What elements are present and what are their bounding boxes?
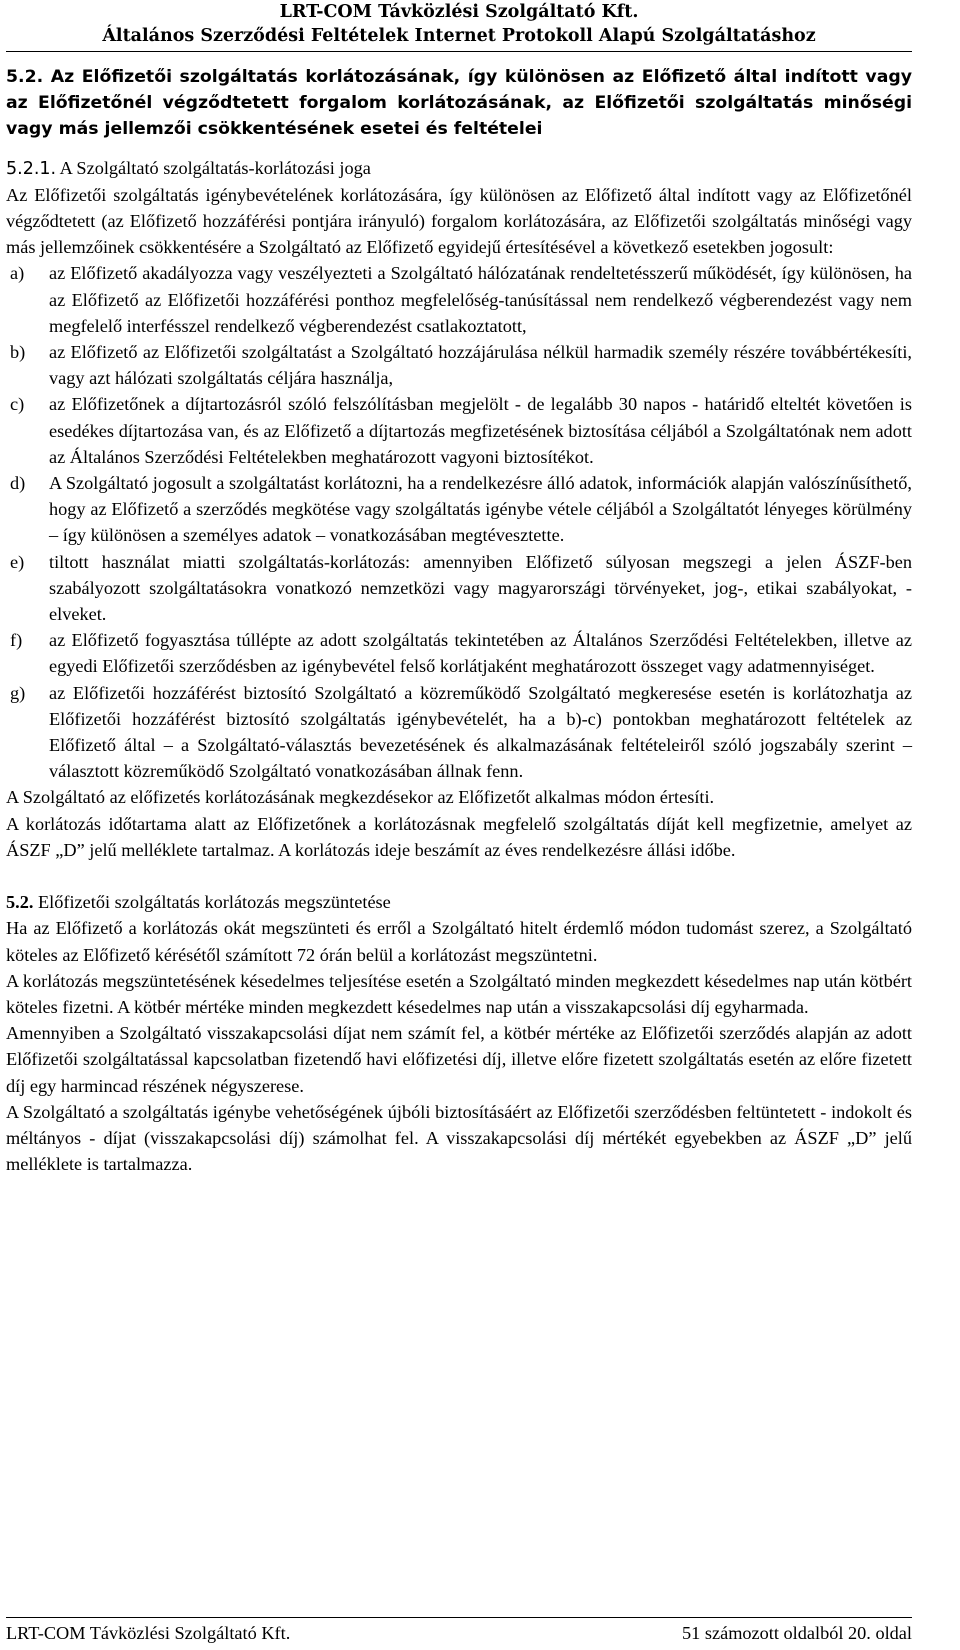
reconnection-fee-paragraph: A Szolgáltató a szolgáltatás igénybe vehetőségének újbóli biztosításáért az Előfizetői szerződésben feltüntetett - indokolt és méltányos - díjat (visszakapcsolási díj) számolhat fel. A visszakapcsolási díj mértékét egyebekben az ÁSZF „D” jelű melléklete is tartalmazza. [6,1101,912,1175]
list-item-text: az Előfizető fogyasztása túllépte az adott szolgáltatás tekintetében az Általános Szerződési Feltételekben, illetve az egyedi Előfizetői szerződésben az igénybevétel felső korlátjaként meghatározott összeget vagy adatmennyiséget. [49,630,912,677]
header-company: LRT-COM Távközlési Szolgáltató Kft. [279,2,639,22]
subsection-title [6,155,912,182]
list-item-text: az Előfizetőnek a díjtartozásról szóló felszólításban megjelölt - de legalább 30 napos - határidő elteltét követően is esedékes díjtartozása van, és az Előfizető a díjtartozás megfizetésének biztosítása céljából a Szolgáltatónak nem adott az Általános Szerződési Feltételekben meghatározott vagyoni biztosítékot. [49,394,912,467]
list-item-text: az Előfizetői hozzáférést biztosító Szolgáltató a közreműködő Szolgáltató megkeresése esetén is korlátozhatja az Előfizetői hozzáférést biztosító szolgáltatás igénybevételét, ha a b)-c) pontokban meghatározott feltételek az Előfizető által – a Szolgáltató-választás bevezetésének és alkalmazásának feltételeiről szóló jogszabály szerint – választott közreműködő Szolgáltató vonatkozásában állnak fenn. [49,682,912,782]
list-marker: e) [10,551,25,572]
list-item [6,470,912,549]
restriction-list [6,260,912,784]
list-marker: c) [10,394,25,415]
list-marker: d) [10,473,26,494]
list-marker: a) [10,263,25,284]
lifting-section-title-text: Előfizetői szolgáltatás korlátozás megszüntetése [33,892,391,913]
page-header [6,0,912,48]
list-item [6,260,912,339]
list-item [6,680,912,785]
restriction-fee-paragraph: A korlátozás időtartama alatt az Előfizetőnek a korlátozásnak megfelelő szolgáltatás díját kell megfizetnie, amelyet az ÁSZF „D” jelű melléklete tartalmaz. A korlátozás ideje beszámít az éves rendelkezésre állási időbe. [6,813,912,860]
subsection-title-text: A Szolgáltató szolgáltatás-korlátozási joga [56,157,371,178]
intro-paragraph: Az Előfizetői szolgáltatás igénybevételének korlátozására, így különösen az Előfizető által indított vagy az Előfizetőnél végződtetett (az Előfizető hozzáférési pontjára irányuló) forgalom korlátozására, az Előfizetői szolgáltatás minőségi vagy más jellemzőinek csökkentésére a Szolgáltató az Előfizető egyidejű értesítésével a következő esetekben jogosult: [6,184,912,258]
list-item-text: az Előfizető az Előfizetői szolgáltatást a Szolgáltató hozzájárulása nélkül harmadik személy részére továbbértékesíti, vagy azt hálózati szolgáltatás céljára használja, [49,342,912,389]
penalty-without-fee-paragraph: Amennyiben a Szolgáltató visszakapcsolási díjat nem számít fel, a kötbér mértéke az Előfizetői szerződés alapján az adott Előfizetői szolgáltatással kapcsolatban fizetendő havi előfizetési díj, illetve előre fizetett szolgáltatás esetén az előre fizetett díj egy harmincad részének négyszerese. [6,1023,912,1096]
subsection-number: 5.2.1. [6,158,57,179]
footer-company: LRT-COM Távközlési Szolgáltató Kft. [6,1623,291,1643]
section-heading: 5.2. Az Előfizetői szolgáltatás korlátozásának, így különösen az Előfizető által indított vagy az Előfizetőnél végződtetett forgalom korlátozásának, az Előfizetői szolgáltatás minőségi vagy más jellemzői csökkentésének esetei és feltételei [6,67,912,140]
list-item [6,339,912,391]
list-item [6,549,912,628]
footer-rule [6,1617,912,1618]
list-marker: g) [10,682,26,703]
document-body [6,64,912,1177]
header-rule [6,51,912,52]
list-marker: f) [10,630,23,651]
lifting-section-number: 5.2. [6,892,34,913]
footer-page-number: 51 számozott oldalból 20. oldal [682,1623,912,1643]
penalty-paragraph: A korlátozás megszüntetésének késedelmes teljesítése esetén a Szolgáltató minden megkezdett késedelmes nap után kötbért köteles fizetni. A kötbér mértéke minden megkezdett késedelmes nap után a visszakapcsolási díj egyharmada. [6,970,912,1017]
list-item-text: az Előfizető akadályozza vagy veszélyezteti a Szolgáltató hálózatának rendeltetésszerű működését, így különösen, ha az Előfizető az Előfizetői hozzáférési ponthoz megfelelőség-tanúsítással nem rendelkező végberendezést vagy nem megfelelő interfésszel rendelkező végberendezést csatlakoztatott, [49,263,912,336]
list-item [6,627,912,679]
list-item-text: tiltott használat miatti szolgáltatás-korlátozás: amennyiben Előfizető súlyosan megszegi a jelen ÁSZF-ben szabályozott szolgáltatásokra vonatkozó nemzetközi vagy magyarországi törvényeket, jog-, etikai szabályokat, -elveket. [49,551,912,625]
list-marker: b) [10,342,26,363]
list-item [6,391,912,470]
lifting-section-title [6,889,912,915]
notification-paragraph: A Szolgáltató az előfizetés korlátozásának megkezdésekor az Előfizetőt alkalmas módon értesíti. [6,787,715,808]
lifting-paragraph: Ha az Előfizető a korlátozás okát megszünteti és erről a Szolgáltató hitelt érdemlő módon tudomást szerez, a Szolgáltató köteles az Előfizető kérésétől számított 72 órán belül a korlátozást megszüntetni. [6,918,912,965]
document-page [6,0,912,1650]
header-document-title: Általános Szerződési Feltételek Internet Protokoll Alapú Szolgáltatáshoz [102,26,816,46]
list-item-text: A Szolgáltató jogosult a szolgáltatást korlátozni, ha a rendelkezésre álló adatok, információk alapján valószínűsíthető, hogy az Előfizető a szerződés megkötése vagy szolgáltatás igénybe vétele céljából a Szolgáltatót lényeges körülmény – így különösen a személyes adatok – vonatkozásában megtévesztette. [49,473,912,546]
lifting-section [6,889,912,1177]
